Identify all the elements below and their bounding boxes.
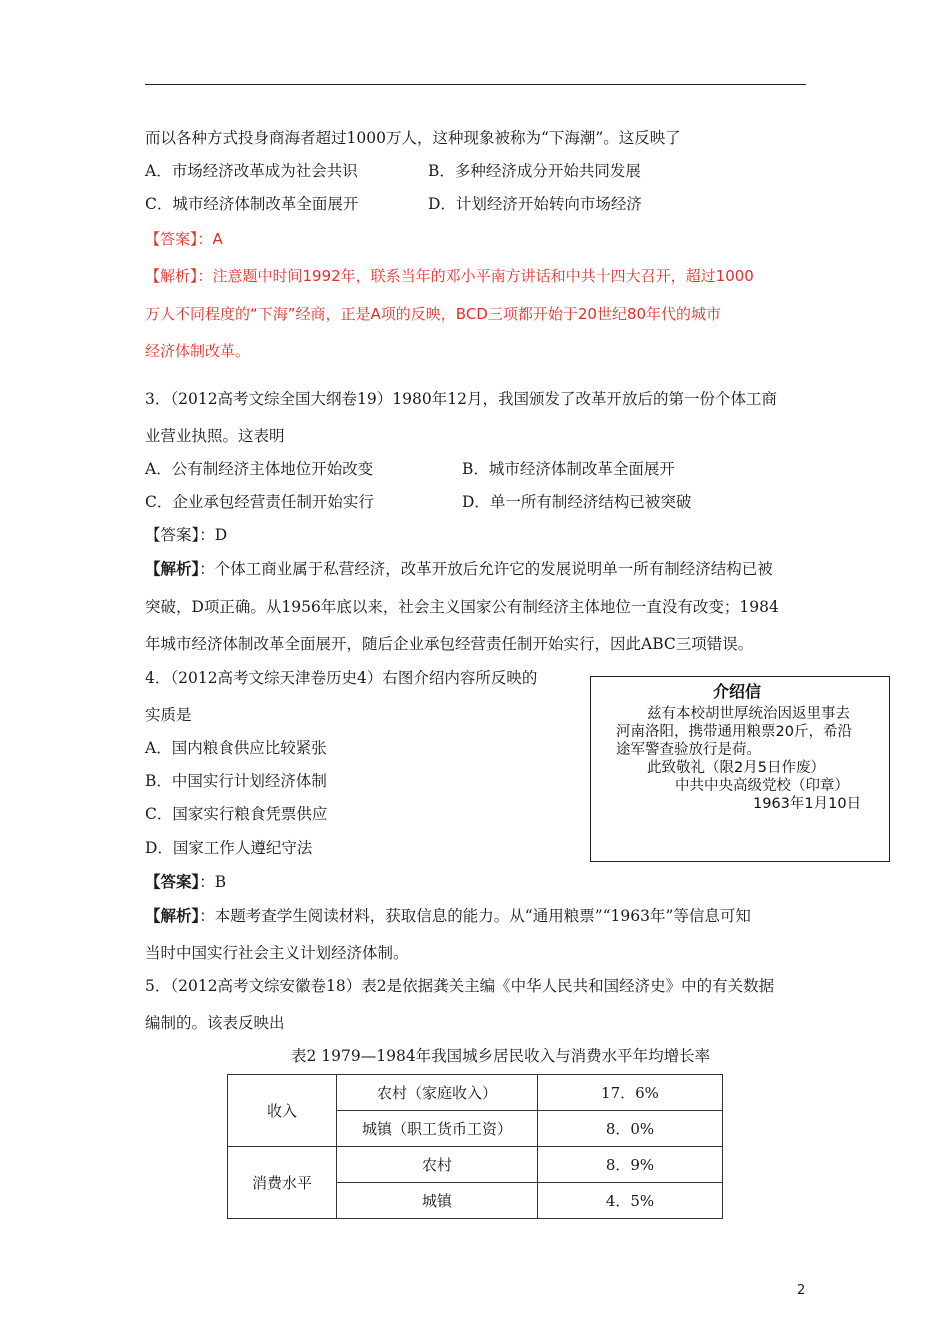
letter-line1: 兹有本校胡世厚统治因返里事去 <box>647 706 850 722</box>
letter-line4: 此致敬礼（限2月5日作废） <box>647 760 825 776</box>
letter-line5: 中共中央高级党校（印章） <box>675 778 849 794</box>
q4-option-a: A．国内粮食供应比较紧张 <box>145 739 327 757</box>
letter-line3: 途军警查验放行是荷。 <box>616 742 761 758</box>
q4-analysis-text: ：本题考查学生阅读材料，获取信息的能力。从“通用粮票”“1963年”等信息可知 <box>199 907 751 925</box>
q2-option-d: D．计划经济开始转向市场经济 <box>428 195 642 213</box>
q3-option-b: B．城市经济体制改革全面展开 <box>462 460 675 478</box>
q4-analysis-label: 【解析】 <box>145 906 200 925</box>
q2-analysis-line2: 万人不同程度的“下海”经商，正是A项的反映，BCD三项都开始于20世纪80年代的城市 <box>145 305 722 323</box>
row-label: 城镇（职工货币工资） <box>337 1111 538 1147</box>
q3-stem-line1: 3．（2012高考文综全国大纲卷19）1980年12月，我国颁发了改革开放后的第一份个体工商 <box>145 390 777 408</box>
group-consumption: 消费水平 <box>228 1147 337 1219</box>
table-caption: 表2 1979—1984年我国城乡居民收入与消费水平年均增长率 <box>291 1047 711 1065</box>
group-income: 收入 <box>228 1075 337 1147</box>
q4-stem-line1: 4．（2012高考文综天津卷历史4）右图介绍内容所反映的 <box>145 669 538 687</box>
row-value: 17．6% <box>538 1075 723 1111</box>
q2-option-c: C．城市经济体制改革全面展开 <box>145 195 359 213</box>
q2-answer: 【答案】：A <box>145 230 223 248</box>
row-value: 4．5% <box>538 1183 723 1219</box>
letter-line6: 1963年1月10日 <box>753 796 862 812</box>
q4-stem-line2: 实质是 <box>145 706 192 724</box>
header-rule <box>145 84 806 85</box>
q4-option-b: B．中国实行计划经济体制 <box>145 772 327 790</box>
q2-analysis-line1: 【解析】：注意题中时间1992年，联系当年的邓小平南方讲话和中共十四大召开，超过1000 <box>145 267 754 285</box>
q3-answer-label: 【答案】 <box>145 526 200 544</box>
q4-answer-label: 【答案】 <box>145 872 200 891</box>
q3-option-d: D．单一所有制经济结构已被突破 <box>462 493 692 511</box>
q4-option-d: D．国家工作人遵纪守法 <box>145 839 313 857</box>
q4-analysis-line1 <box>145 906 751 926</box>
q3-analysis-text: ：个体工商业属于私营经济，改革开放后允许它的发展说明单一所有制经济结构已被 <box>199 560 773 578</box>
row-label: 城镇 <box>337 1183 538 1219</box>
q3-analysis-label: 【解析】 <box>145 559 200 578</box>
q2-stem: 而以各种方式投身商海者超过1000万人，这种现象被称为“下海潮”。这反映了 <box>145 129 681 147</box>
q4-answer-value: ：B <box>199 873 227 891</box>
letter-line2: 河南洛阳，携带通用粮票20斤，希沿 <box>616 724 852 740</box>
row-value: 8．9% <box>538 1147 723 1183</box>
q4-answer <box>145 872 226 892</box>
q3-analysis-line1 <box>145 559 773 579</box>
table-row <box>228 1147 723 1183</box>
q2-analysis-line3: 经济体制改革。 <box>145 342 251 360</box>
q3-analysis-line3: 年城市经济体制改革全面展开，随后企业承包经营责任制开始实行，因此ABC三项错误。 <box>145 635 754 653</box>
page-number: 2 <box>797 1283 806 1298</box>
row-value: 8．0% <box>538 1111 723 1147</box>
q3-answer <box>145 525 227 545</box>
q5-stem-line2: 编制的。该表反映出 <box>145 1014 285 1032</box>
introduction-letter <box>590 676 890 862</box>
q2-option-a: A．市场经济改革成为社会共识 <box>145 162 358 180</box>
q4-analysis-line2: 当时中国实行社会主义计划经济体制。 <box>145 944 409 962</box>
q5-stem-line1: 5．（2012高考文综安徽卷18）表2是依据龚关主编《中华人民共和国经济史》中的有关数据 <box>145 977 775 995</box>
q2-option-b: B．多种经济成分开始共同发展 <box>428 162 641 180</box>
table-row <box>228 1075 723 1111</box>
row-label: 农村 <box>337 1147 538 1183</box>
q3-option-a: A．公有制经济主体地位开始改变 <box>145 460 374 478</box>
letter-title: 介绍信 <box>713 682 762 701</box>
q3-analysis-line2: 突破，D项正确。从1956年底以来，社会主义国家公有制经济主体地位一直没有改变；1984 <box>145 598 779 616</box>
q4-option-c: C．国家实行粮食凭票供应 <box>145 805 328 823</box>
q3-option-c: C．企业承包经营责任制开始实行 <box>145 493 374 511</box>
income-consumption-table <box>227 1074 723 1219</box>
row-label: 农村（家庭收入） <box>337 1075 538 1111</box>
q3-stem-line2: 业营业执照。这表明 <box>145 427 285 445</box>
q3-answer-value: ：D <box>199 526 228 544</box>
